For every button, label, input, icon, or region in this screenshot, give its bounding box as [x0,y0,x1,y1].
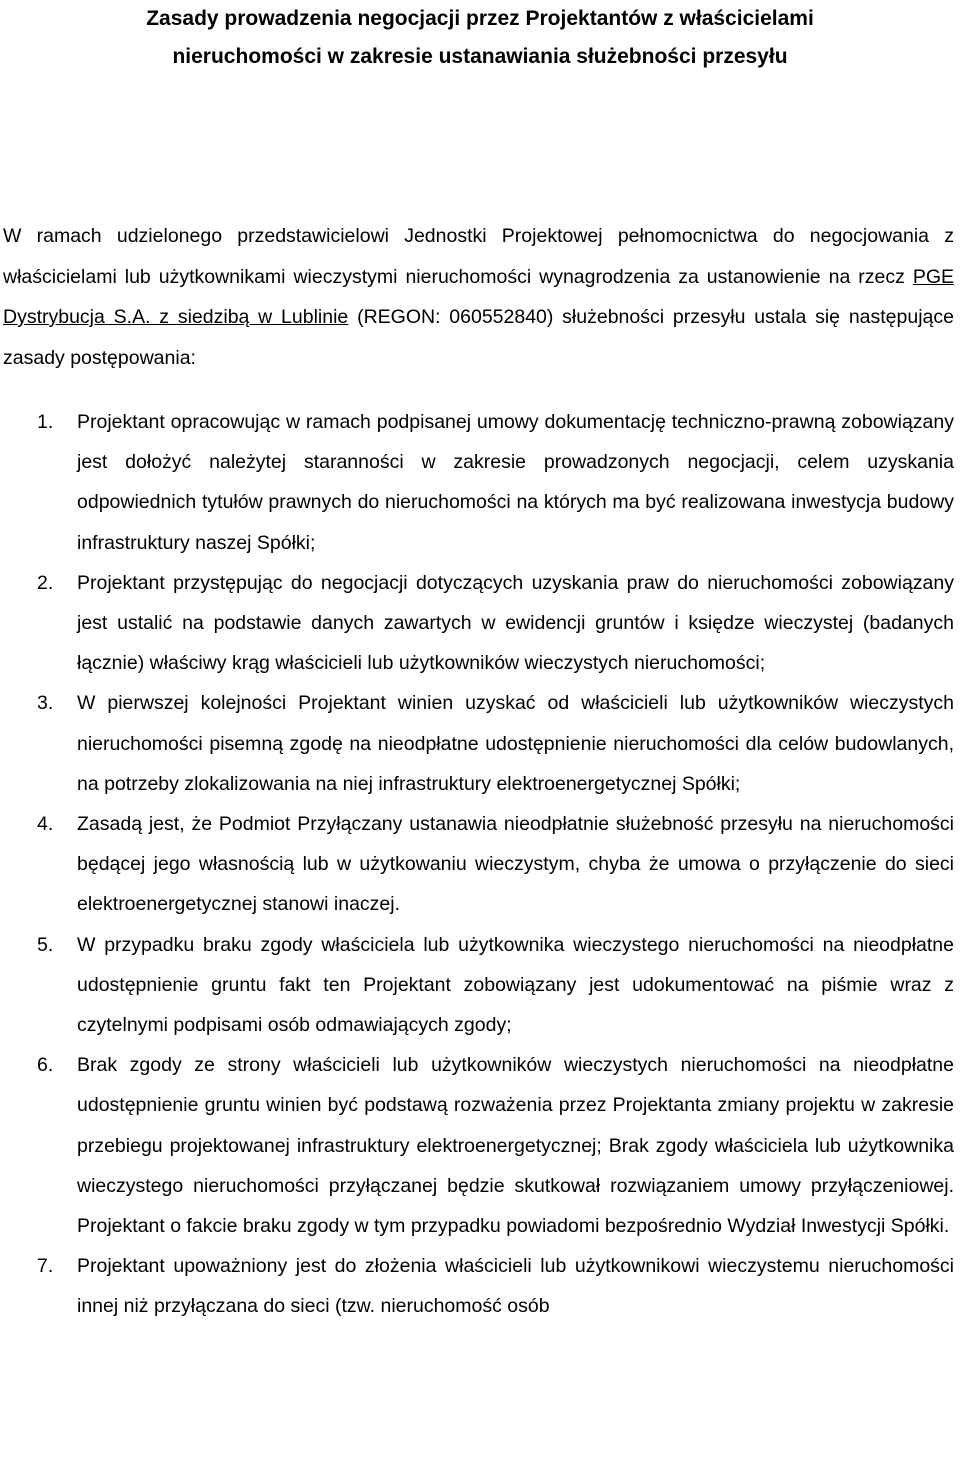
list-item [0,804,954,925]
intro-text-part-2: (REGON: 060552840) służebności przesyłu ustala się następujące zasady postępowania: [3,306,954,369]
list-item-number: 2. [37,571,54,594]
intro-text-part-1: W ramach udzielonego przedstawicielowi Jednostki Projektowej pełnomocnictwa do negocjowania z właścicielami lub użytkownikami wieczystymi nieruchomości wynagrodzenia za ustanowienie na rzecz [3,225,954,288]
list-item-text: Projektant upoważniony jest do złożenia właścicieli lub użytkownikowi wieczystemu nieruchomości innej niż przyłączana do sieci (tzw. nieruchomość osób [77,1255,954,1318]
list-item-number: 6. [37,1054,54,1077]
intro-paragraph [3,216,954,378]
list-item [0,563,954,684]
list-item-text: Zasadą jest, że Podmiot Przyłączany ustanawia nieodpłatnie służebność przesyłu na nieruchomości będącej jego własnością lub w użytkowaniu wieczystym, chyba że umowa o przyłączenie do sieci elektroenergetycznej stanowi inaczej. [77,813,954,916]
rules-list [0,402,954,1327]
intro-company-name: PGE Dystrybucja S.A. z siedzibą w Lublinie [3,265,954,328]
list-item-number: 5. [37,933,54,956]
list-item [0,1246,954,1326]
list-item-text: Projektant opracowując w ramach podpisanej umowy dokumentację techniczno-prawną zobowiązany jest dołożyć należytej staranności w zakresie prowadzonych negocjacji, celem uzyskania odpowiednich tytułów prawnych do nieruchomości na których ma być realizowana inwestycja budowy infrastruktury naszej Spółki; [77,411,954,554]
list-item-text: Brak zgody ze strony właścicieli lub użytkowników wieczystych nieruchomości na nieodpłatne udostępnienie gruntu winien być podstawą rozważenia przez Projektanta zmiany projektu w zakresie przebiegu projektowanej infrastruktury elektroenergetycznej; Brak zgody właściciela lub użytkownika wieczystego nieruchomości przyłączanej będzie skutkował rozwiązaniem umowy przyłączeniowej. Projektant o fakcie braku zgody w tym przypadku powiadomi bezpośrednio Wydział Inwestycji Spółki. [77,1054,954,1238]
title-line-1: Zasady prowadzenia negocjacji przez Projektantów z właścicielami [146,7,814,30]
list-item-text: W pierwszej kolejności Projektant winien uzyskać od właścicieli lub użytkowników wieczystych nieruchomości pisemną zgodę na nieodpłatne udostępnienie nieruchomości dla celów budowlanych, na potrzeby zlokalizowania na niej infrastruktury elektroenergetycznej Spółki; [77,692,954,795]
list-item [0,402,954,563]
title-line-2: nieruchomości w zakresie ustanawiania służebności przesyłu [172,45,788,68]
list-item-text: W przypadku braku zgody właściciela lub użytkownika wieczystego nieruchomości na nieodpłatne udostępnienie gruntu fakt ten Projektant zobowiązany jest udokumentować na piśmie wraz z czytelnymi podpisami osób odmawiających zgody; [77,933,954,1037]
list-item [0,925,954,1046]
list-item-number: 3. [37,692,54,715]
list-item-number: 4. [37,813,54,836]
list-item [0,1045,954,1246]
list-item-number: 7. [37,1255,54,1278]
list-item-text: Projektant przystępując do negocjacji dotyczących uzyskania praw do nieruchomości zobowiązany jest ustalić na podstawie danych zawartych w ewidencji gruntów i księdze wieczystej (badanych łącznie) właściwy krąg właścicieli lub użytkowników wieczystych nieruchomości; [77,571,954,675]
list-item-number: 1. [37,411,54,433]
list-item [0,683,954,804]
document-title [0,0,960,76]
